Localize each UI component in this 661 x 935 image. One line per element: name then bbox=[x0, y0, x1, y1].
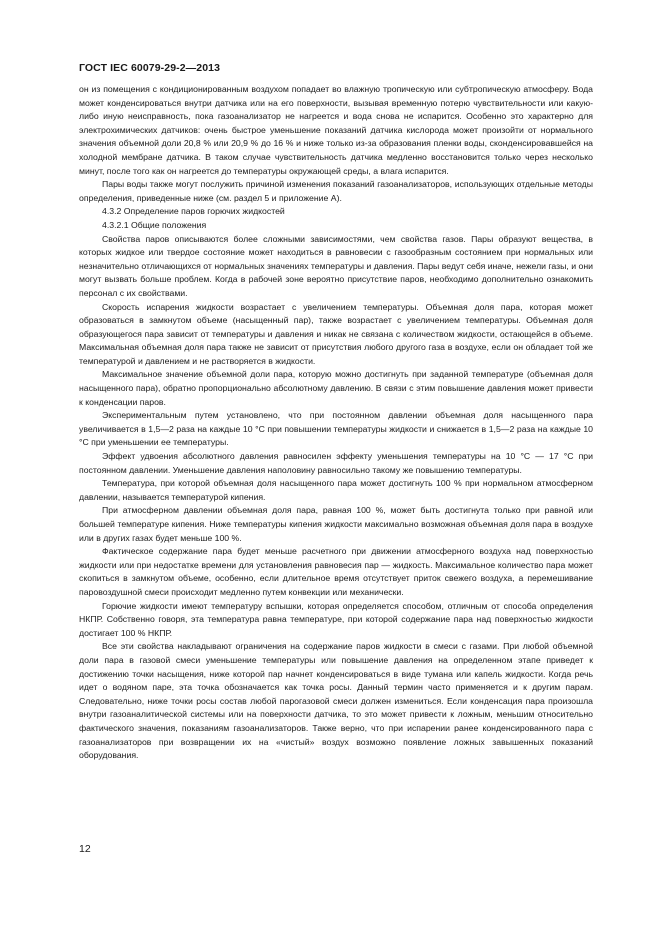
paragraph-continuation: он из помещения с кондиционированным воздухом попадает во влажную тропическую или субтропическую атмосферу. Вода может конденсироваться внутри датчика или на его поверхности, вызывая временную потерю чувствительности или какую-либо иную неисправность, пока газоанализатор не нагреется и вода снова не испарится. Особенно это характерно для электрохимических датчиков: очень быстрое уменьшение показаний датчика кислорода может произойти от нормального значения объемной доли 20,8 % или 20,9 % до 16 % и ниже только из-за образования пленки воды, сконденсировавшейся на холодной мембране датчика. В таком случае чувствительность датчика медленно восстановится только через несколько минут, после того как он нагреется до температуры окружающей среды, а влага испарится. bbox=[79, 84, 593, 176]
paragraph: Горючие жидкости имеют температуру вспышки, которая определяется способом, отличным от способа определения НКПР. Собственно говоря, эта температура равна температуре, при которой содержание пара над поверхностью жидкости достигает 100 % НКПР. bbox=[79, 600, 593, 638]
paragraph: Свойства паров описываются более сложными зависимостями, чем свойства газов. Пары образуют вещества, в которых жидкое или твердое состояние может находиться в равновесии с газообразным состоянием при нормальных или незначительно отличающихся от нормальных значениях температуры и давления. Пары ведут себя иначе, нежели газы, и они могут вызвать больше проблем. Когда в рабочей зоне вероятно присутствие паров, необходимо дополнительно ознакомить персонал с их свойствами. bbox=[79, 233, 593, 298]
paragraph: При атмосферном давлении объемная доля пара, равная 100 %, может быть достигнута только при равной или большей температуре кипения. Ниже температуры кипения жидкости максимально возможная объемная доля пара в воздухе или в других газах будет меньше 100 %. bbox=[79, 505, 593, 543]
section-heading-4-3-2: 4.3.2 Определение паров горючих жидкостей bbox=[102, 206, 285, 217]
paragraph: Пары воды также могут послужить причиной изменения показаний газоанализаторов, использующих отдельные методы определения, приведенные ниже (см. раздел 5 и приложение А). bbox=[79, 179, 593, 203]
paragraph: Фактическое содержание пара будет меньше расчетного при движении атмосферного воздуха над поверхностью жидкости или при недостатке времени для установления равновесия пар — жидкость. Максимальное количество пара может скопиться в замкнутом объеме, особенно, если длительное время отсутствует приток свежего воздуха, а перемешивание паровоздушной смеси происходит медленно путем конвекции или механически. bbox=[79, 546, 593, 597]
paragraph: Экспериментальным путем установлено, что при постоянном давлении объемная доля насыщенного пара увеличивается в 1,5—2 раза на каждые 10 °С при повышении температуры жидкости и снижается в 1,5—2 раза на каждые 10 °С при уменьшении ее температуры. bbox=[79, 410, 593, 448]
paragraph: Максимальное значение объемной доли пара, которую можно достигнуть при заданной температуре (объемная доля насыщенного пара), обратно пропорционально абсолютному давлению. В связи с этим повышение давления может привести к конденсации паров. bbox=[79, 369, 593, 407]
paragraph: Все эти свойства накладывают ограничения на содержание паров жидкости в смеси с газами. При любой объемной доли пара в газовой смеси уменьшение температуры или повышение давления на определенном этапе приведет к достижению точки насыщения, ниже которой пар начнет конденсироваться в виде тумана или капель жидкости. Когда речь идет о водяном паре, эта точка обозначается как точка росы. Данный термин часто применяется и к другим парам. Следовательно, ниже точки росы состав любой парогазовой смеси должен измениться. Если конденсация пара произошла внутри газоаналитической системы или на поверхности датчика, то это может привести к ложным, меньшим относительно фактического значения, показаниям газоанализаторов. Также верно, что при испарении ранее конденсированного пара с газоанализаторов при возвращении их на «чистый» воздух возможно появление ложных завышенных показаний оборудования. bbox=[79, 641, 593, 761]
standard-header: ГОСТ IEC 60079-29-2—2013 bbox=[79, 62, 221, 74]
subsection-heading-4-3-2-1: 4.3.2.1 Общие положения bbox=[102, 219, 207, 230]
page-number: 12 bbox=[79, 843, 91, 855]
body-text bbox=[79, 83, 593, 763]
paragraph: Эффект удвоения абсолютного давления равносилен эффекту уменьшения температуры на 10 °С — 17 °С при постоянном давлении. Уменьшение давления наполовину равносильно такому же повышению температуры. bbox=[79, 451, 593, 475]
paragraph: Температура, при которой объемная доля насыщенного пара может достигнуть 100 % при нормальном атмосферном давлении, называется температурой кипения. bbox=[79, 478, 593, 502]
paragraph: Скорость испарения жидкости возрастает с увеличением температуры. Объемная доля пара, которая может образоваться в замкнутом объеме (насыщенный пар), также возрастает с увеличением температуры. Объемная доля образующегося пара зависит от температуры и давления и никак не связана с количеством жидкости, остающейся в объеме. Максимальная объемная доля пара также не зависит от присутствия любого другого газа в воздухе, если он обладает той же температурой и давлением и не растворяется в жидкости. bbox=[79, 301, 593, 366]
